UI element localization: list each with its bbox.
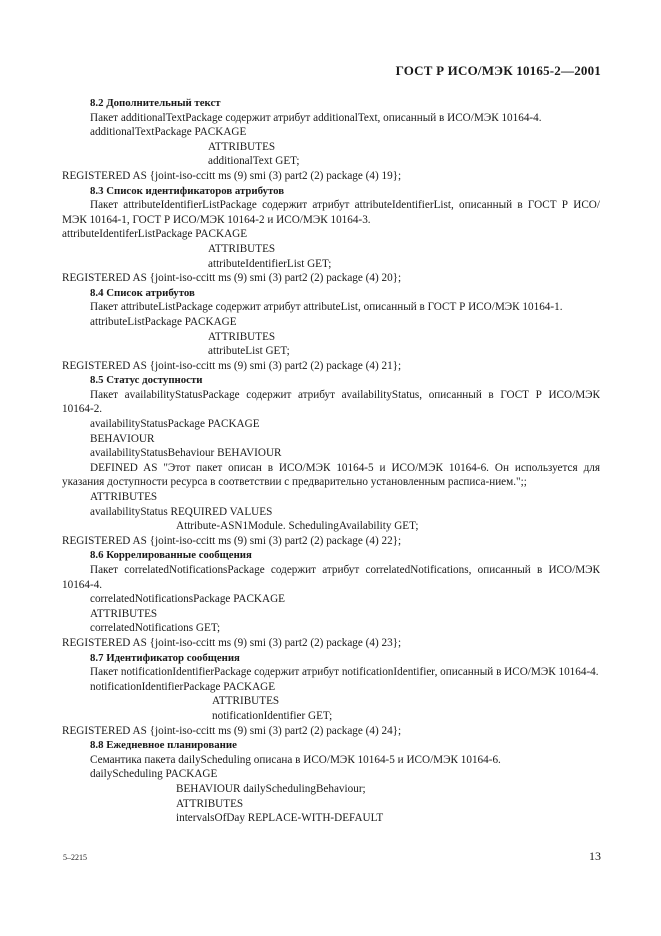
section-heading: 8.6 Коррелированные сообщения [90, 549, 252, 562]
text-line: availabilityStatus REQUIRED VALUES [90, 505, 273, 518]
text-line: ATTRIBUTES [212, 695, 280, 708]
section-heading: 8.2 Дополнительный текст [90, 97, 221, 109]
text-line: REGISTERED AS {joint-iso-ccitt ms (9) smi (3) part2 (2) package (4) 24}; [62, 724, 402, 737]
print-code: 5–2215 [63, 853, 87, 862]
text-line: intervalsOfDay REPLACE-WITH-DEFAULT [176, 812, 384, 825]
section-heading: 8.4 Список атрибутов [90, 286, 195, 299]
text-line: REGISTERED AS {joint-iso-ccitt ms (9) smi (3) part2 (2) package (4) 20}; [62, 272, 402, 285]
section-heading: 8.8 Ежедневное планирование [90, 739, 237, 752]
text-line: Пакет availabilityStatusPackage содержит атрибут availabilityStatus, описанный в ГОСТ Р ИСО/МЭК 10164-2. [62, 388, 600, 416]
text-line: BEHAVIOUR dailySchedulingBehaviour; [176, 782, 366, 795]
text-line: Пакет notificationIdentifierPackage содержит атрибут notificationIdentifier, описанный в ИСО/МЭК 10164-4. [90, 666, 599, 679]
text-line: ATTRIBUTES [208, 330, 276, 343]
text-line: ATTRIBUTES [90, 491, 158, 504]
text-line: REGISTERED AS {joint-iso-ccitt ms (9) smi (3) part2 (2) package (4) 21}; [62, 359, 402, 372]
text-line: additionalTextPackage PACKAGE [90, 126, 247, 139]
section-heading: 8.5 Статус доступности [90, 374, 203, 387]
text-line: REGISTERED AS {joint-iso-ccitt ms (9) smi (3) part2 (2) package (4) 23}; [62, 636, 402, 649]
text-line: REGISTERED AS {joint-iso-ccitt ms (9) smi (3) part2 (2) package (4) 19}; [62, 169, 402, 182]
text-line: ATTRIBUTES [90, 607, 158, 620]
text-line: notificationIdentifier GET; [212, 709, 333, 722]
text-line: dailyScheduling PACKAGE [90, 768, 218, 781]
text-line: Attribute-ASN1Module. SchedulingAvailability GET; [176, 520, 419, 533]
section-heading: 8.7 Идентификатор сообщения [90, 651, 240, 664]
text-line: ATTRIBUTES [208, 242, 276, 255]
text-line: DEFINED AS "Этот пакет описан в ИСО/МЭК 10164-5 и ИСО/МЭК 10164-6. Он используется для указания доступности ресурса в соответствии с предварительно установленным расписа-нием.";; [62, 461, 600, 489]
text-line: attributeIdentiferListPackage PACKAGE [62, 228, 248, 241]
text-line: BEHAVIOUR [90, 432, 155, 445]
text-line: availabilityStatusBehaviour BEHAVIOUR [90, 447, 282, 460]
text-line: availabilityStatusPackage PACKAGE [90, 418, 260, 431]
text-line: correlatedNotificationsPackage PACKAGE [90, 593, 286, 606]
text-line: attributeIdentifierList GET; [208, 257, 332, 270]
text-line: attributeList GET; [208, 345, 290, 358]
text-line: ATTRIBUTES [176, 797, 244, 810]
text-line: Семантика пакета dailyScheduling описана в ИСО/МЭК 10164-5 и ИСО/МЭК 10164-6. [90, 753, 501, 766]
text-line: ATTRIBUTES [208, 140, 276, 153]
text-line: attributeListPackage PACKAGE [90, 315, 237, 328]
text-line: Пакет attributeIdentifierListPackage содержит атрибут attributeIdentifierList, описанный в ГОСТ Р ИСО/МЭК 10164-1, ГОСТ Р ИСО/МЭК 10164-2 и ИСО/МЭК 10164-3. [62, 199, 600, 226]
text-line: Пакет correlatedNotificationsPackage содержит атрибут correlatedNotifications, описанный в ИСО/МЭК 10164-4. [62, 564, 600, 591]
text-line: notificationIdentifierPackage PACKAGE [90, 680, 276, 693]
document-body [62, 96, 600, 826]
section-heading: 8.3 Список идентификаторов атрибутов [90, 184, 285, 197]
page-header: ГОСТ Р ИСО/МЭК 10165-2—2001 [395, 63, 601, 78]
text-line: Пакет attributeListPackage содержит атрибут attributeList, описанный в ГОСТ Р ИСО/МЭК 10164-1. [90, 301, 563, 314]
page-number: 13 [589, 849, 601, 863]
text-line: correlatedNotifications GET; [90, 622, 221, 635]
text-line: REGISTERED AS {joint-iso-ccitt ms (9) smi (3) part2 (2) package (4) 22}; [62, 534, 402, 547]
text-line: Пакет additionalTextPackage содержит атрибут additionalText, описанный в ИСО/МЭК 10164-4. [90, 111, 542, 124]
text-line: additionalText GET; [208, 155, 300, 168]
